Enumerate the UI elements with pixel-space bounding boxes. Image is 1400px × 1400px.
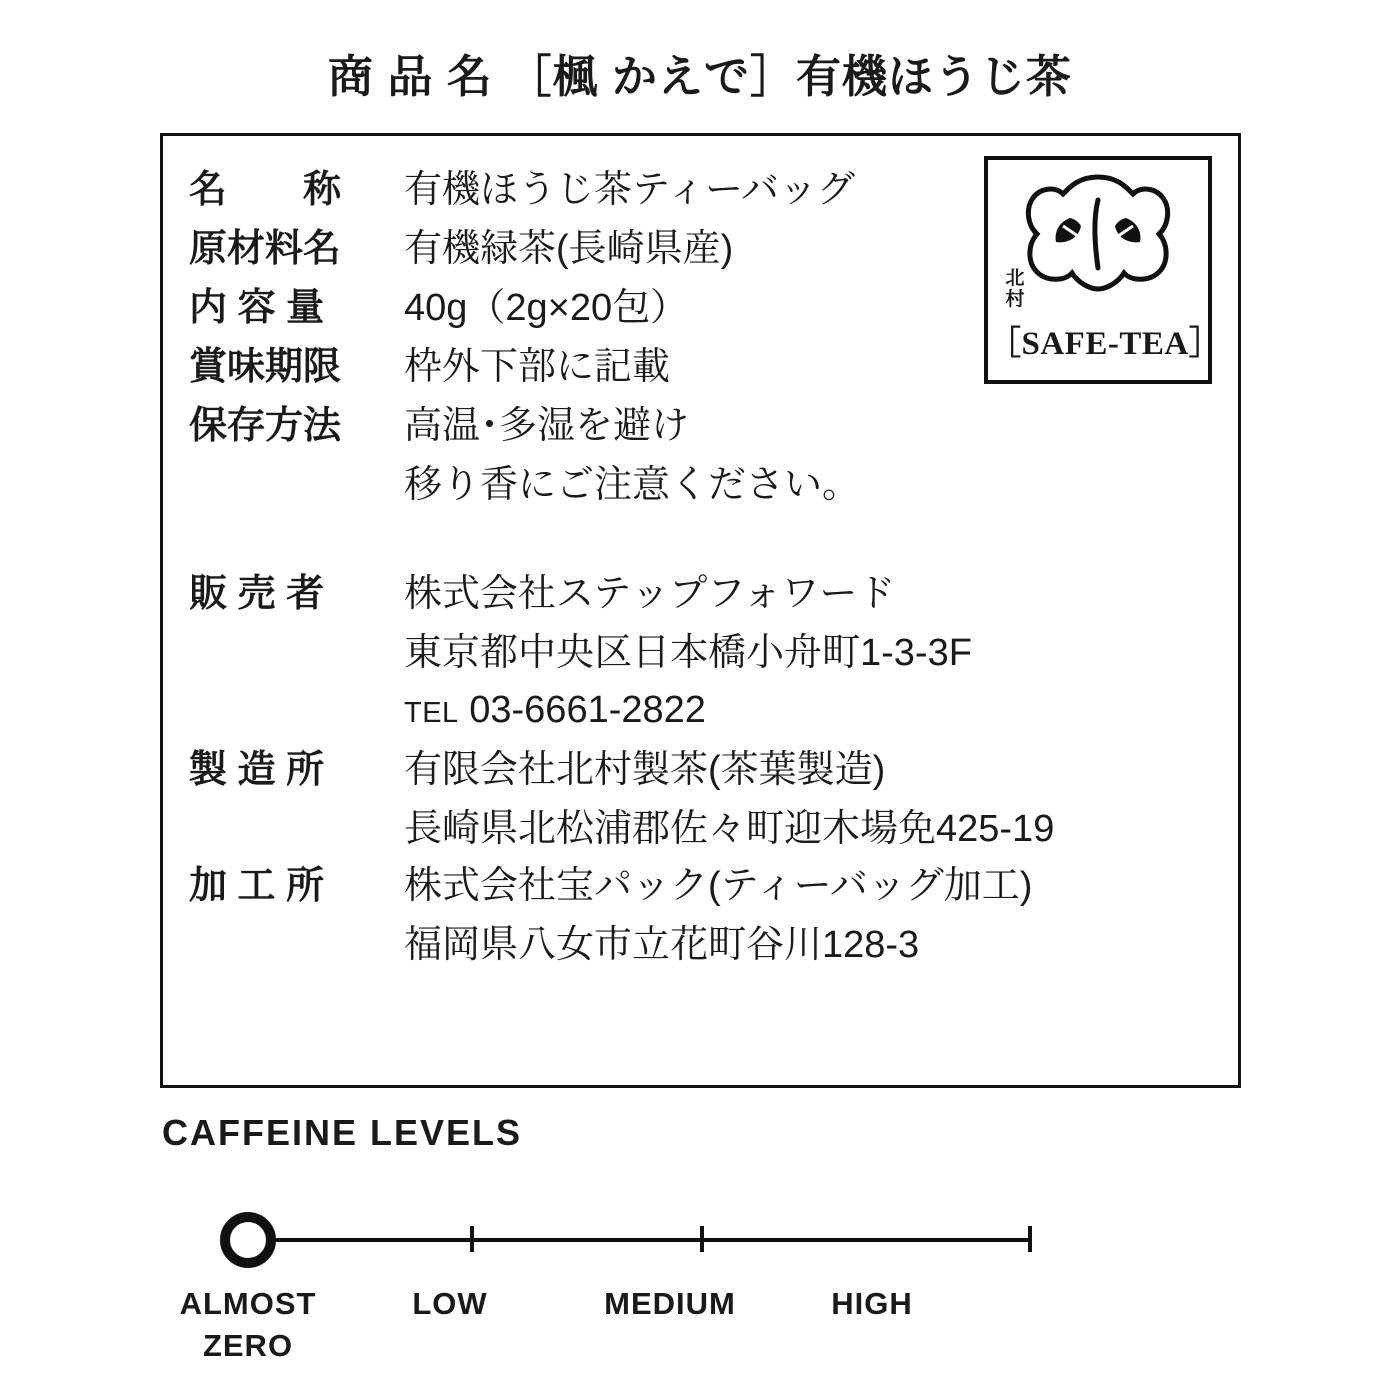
caffeine-levels-heading: CAFFEINE LEVELS <box>162 1112 523 1153</box>
scale-tick-low <box>470 1226 474 1252</box>
caffeine-level-marker <box>220 1212 276 1268</box>
spec-value-seller-tel <box>404 682 1199 742</box>
page-title: 商 品 名 ［楓 かえで］有機ほうじ茶 <box>327 51 1072 102</box>
spec-value-best-before: 枠外下部に記載 <box>404 346 671 388</box>
scale-label-line1: MEDIUM <box>604 1286 736 1321</box>
scale-tick-high <box>1028 1226 1032 1252</box>
tel-number: 03-6661-2822 <box>469 689 706 731</box>
scale-label-low <box>412 1286 487 1322</box>
spec-label-manufacturer: 製 造 所 <box>189 749 325 791</box>
seal-text: ［SAFE-TEA］ <box>988 326 1223 362</box>
spec-value-quantity: 40g（2g×20包） <box>404 287 689 329</box>
table-row <box>189 566 1199 623</box>
spec-value-processor-address: 福岡県八女市立花町谷川128-3 <box>404 924 920 966</box>
scale-label-line2: ZERO <box>202 1328 294 1363</box>
spec-value-manufacturer-name: 有限会社北村製茶(茶葉製造) <box>404 749 886 791</box>
scale-label-line1: LOW <box>412 1286 488 1321</box>
spec-label-processor: 加 工 所 <box>189 865 325 907</box>
spec-value-name: 有機ほうじ茶ティーバッグ <box>404 169 856 211</box>
seal-inner <box>988 160 1223 380</box>
spec-value-storage-line2: 移り香にご注意ください。 <box>404 464 861 506</box>
spec-label-seller: 販 売 者 <box>189 573 325 615</box>
table-row <box>189 858 1199 915</box>
spec-value-storage: 高温･多湿を避け <box>404 405 690 447</box>
table-row <box>189 398 1199 455</box>
spec-value-ingredients: 有機緑茶(長崎県産) <box>404 228 734 270</box>
scale-label-line1: HIGH <box>831 1286 913 1321</box>
spec-label-best-before: 賞味期限 <box>189 346 342 388</box>
section-divider-space <box>189 514 1199 566</box>
spec-value-seller-address: 東京都中央区日本橋小舟町1-3-3F <box>404 632 972 674</box>
spec-label-storage: 保存方法 <box>189 405 342 447</box>
scale-axis-line <box>240 1238 1030 1242</box>
scale-label-medium <box>604 1286 736 1322</box>
table-row <box>189 742 1199 799</box>
caffeine-scale <box>162 1190 942 1370</box>
seal-kanji-vertical: 北村 <box>1005 268 1025 310</box>
spec-value-seller-name: 株式会社ステップフォワード <box>404 573 896 615</box>
spec-value-processor-name: 株式会社宝パック(ティーバッグ加工) <box>404 865 1033 907</box>
spec-label-ingredients: 原材料名 <box>189 228 342 270</box>
tea-leaf-icon <box>1023 174 1173 297</box>
scale-label-almost-zero <box>180 1286 317 1364</box>
safe-tea-seal <box>984 156 1223 384</box>
tel-label: TEL <box>404 697 459 729</box>
spec-label-name: 名 称 <box>189 169 342 211</box>
scale-label-line1: ALMOST <box>179 1286 317 1321</box>
spec-label-quantity: 内 容 量 <box>189 287 325 329</box>
product-label-panel <box>160 133 1241 1088</box>
scale-label-high <box>831 1286 913 1322</box>
spec-value-manufacturer-address: 長崎県北松浦郡佐々町迎木場免425-19 <box>404 808 1055 850</box>
scale-tick-medium <box>700 1226 704 1252</box>
